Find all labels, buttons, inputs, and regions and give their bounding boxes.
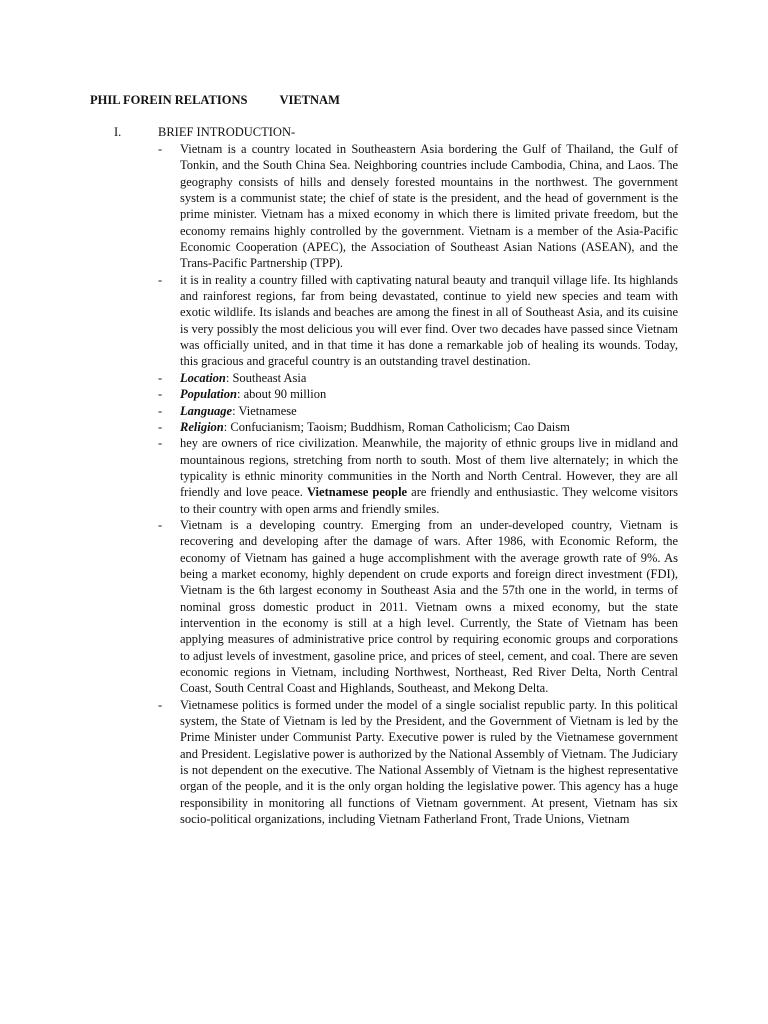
bullet-label-religion: Religion: [180, 419, 224, 434]
section-numeral: I.: [114, 125, 122, 139]
bullet-item: [158, 403, 678, 419]
bullet-text: are friendly and enthusiastic. They welcome visitors to their country with open arms and friendly smiles.: [180, 485, 678, 516]
bullet-item: [158, 435, 678, 517]
bullet-marker: -: [158, 419, 163, 434]
bullet-item: [158, 386, 678, 402]
bullet-marker: -: [158, 387, 163, 402]
bullet-text: hey are owners of rice civilization. Meanwhile, the majority of ethnic groups live in midland and mountainous regions, stretching from north to south. Most of them live alternately; in which the typicality is ethnic minority communities in the North and North Central. However, they are all friendly and love peace.: [180, 436, 678, 500]
bullet-value: : Southeast Asia: [225, 370, 307, 385]
section-heading-row: [114, 125, 296, 140]
document-title: [90, 93, 340, 108]
section-heading: BRIEF INTRODUCTION-: [158, 125, 296, 139]
bullet-item: [158, 370, 678, 386]
bullet-text: Vietnamese politics is formed under the model of a single socialist republic party. In this political system, the State of Vietnam is led by the President, and the Government of Vietnam is led by the Prime Minister under Communist Party. Executive power is ruled by the Vietnamese government and President. Legislative power is authorized by the National Assembly of Vietnam. The Judiciary is not dependent on the executive. The National Assembly of Vietnam is the highest representative organ of the people, and it is the only organ holding the legislative power. This agency has a huge responsibility in monitoring all functions of Vietnam government. At present, Vietnam has six socio-political organizations, including Vietnam Fatherland Front, Trade Unions, Vietnam: [180, 697, 678, 827]
bullet-item: [158, 141, 678, 272]
bullet-label-location: Location: [180, 370, 226, 385]
bullet-item: [158, 517, 678, 697]
bullet-marker: -: [158, 272, 163, 287]
bullet-text: Vietnam is a country located in Southeastern Asia bordering the Gulf of Thailand, the Gulf of Tonkin, and the South China Sea. Neighboring countries include Cambodia, China, and Laos. The geography consists of hills and densely forested mountains in the northwest. The government system is a communist state; the chief of state is the president, and the head of government is the prime minister. Vietnam has a mixed economy in which there is limited private freedom, but the economy remains highly controlled by the government. Vietnam is a member of the Asia-Pacific Economic Cooperation (APEC), the Association of Southeast Asian Nations (ASEAN), and the Trans-Pacific Partnership (TPP).: [180, 142, 678, 271]
bullet-marker: -: [158, 142, 163, 156]
bullet-text: it is in reality a country filled with captivating natural beauty and tranquil village life. Its highlands and rainforest regions, far from being devastated, continue to yield new species and team with exotic wildlife. Its islands and beaches are among the finest in all of Southeast Asia, and its cuisine is very possibly the most delicious you will ever find. Over two decades have passed since Vietnam was officially united, and in that time it has done a remarkable job of healing its wounds. Today, this gracious and graceful country is an outstanding travel destination.: [180, 272, 678, 369]
bullet-label-population: Population: [180, 387, 237, 402]
bullet-text: Vietnam is a developing country. Emerging from an under-developed country, Vietnam is recovering and developing after the damage of wars. After 1986, with Economic Reform, the economy of Vietnam has gained a huge accomplishment with the average growth rate of 9%. As being a market economy, highly dependent on crude exports and foreign direct investment (FDI), Vietnam is the 6th largest economy in Southeast Asia and the 57th one in the world, in terms of nominal gross domestic product in 2011. Vietnam owns a mixed economy, but the state intervention in the economy is still at a high level. Currently, the State of Vietnam has been applying measures of administrative price control by requiring economic groups and corporations to adjust levels of investment, gasoline price, and prices of steel, cement, and coal. There are seven economic regions in Vietnam, including Northwest, Northeast, Red River Delta, North Central Coast, South Central Coast and Highlands, Southeast, and Mekong Delta.: [180, 517, 678, 696]
title-right: VIETNAM: [279, 93, 340, 107]
bullet-item: [158, 697, 678, 828]
bullet-marker: -: [158, 436, 163, 451]
bullet-bold-text: Vietnamese people: [306, 485, 408, 500]
bullet-marker: -: [158, 697, 163, 712]
bullet-label-language: Language: [180, 403, 233, 418]
bullet-value: : Vietnamese: [232, 403, 297, 418]
bullet-list: [158, 141, 678, 827]
title-left: PHIL FOREIN RELATIONS: [90, 93, 248, 107]
bullet-marker: -: [158, 517, 163, 532]
bullet-marker: -: [158, 370, 163, 385]
bullet-marker: -: [158, 403, 163, 418]
bullet-value: : about 90 million: [236, 387, 327, 402]
bullet-value: : Confucianism; Taoism; Buddhism, Roman Catholicism; Cao Daism: [223, 419, 570, 434]
bullet-item: [158, 272, 678, 370]
bullet-item: [158, 419, 678, 435]
